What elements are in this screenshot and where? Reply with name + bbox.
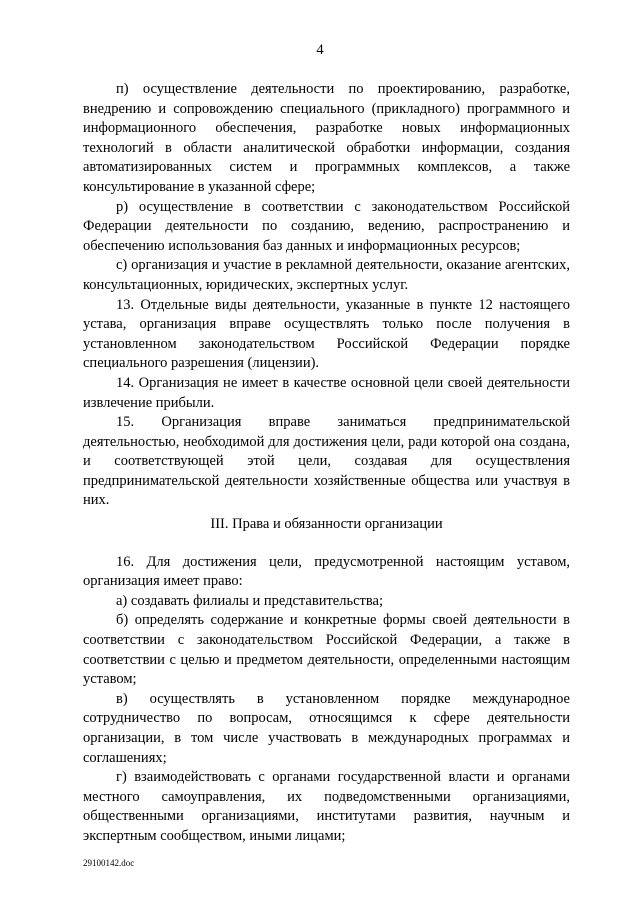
- paragraph-item-p: п) осуществление деятельности по проектированию, разработке, внедрению и сопровождению специального (прикладного) программного и информационного обеспечения, разработке новых информационных технологий в области аналитической обработки информации, создания автоматизированных систем и программных комплексов, а также консультирование в указанной сфере;: [83, 81, 570, 195]
- section-heading: III. Права и обязанности организации: [210, 516, 443, 533]
- paragraph-clause-16: 16. Для достижения цели, предусмотренной настоящим уставом, организация имеет право:: [83, 553, 570, 590]
- footer-filename: 29100142.doc: [83, 858, 135, 868]
- paragraph-item-r: р) осуществление в соответствии с законодательством Российской Федерации деятельности по созданию, ведению, распространению и обеспечению использования баз данных и информационных ресурсов;: [83, 198, 570, 254]
- document-body: [83, 80, 570, 847]
- paragraph-item-s: с) организация и участие в рекламной деятельности, оказание агентских, консультационных, юридических, экспертных услуг.: [83, 257, 570, 293]
- paragraph-clause-14: 14. Организация не имеет в качестве основной цели своей деятельности извлечение прибыли.: [83, 374, 570, 411]
- paragraph-clause-15: 15. Организация вправе заниматься предпринимательской деятельностью, необходимой для достижения цели, ради которой она создана, и соответствующей этой цели, создавая для осуществления предпринимательской деятельности хозяйственные общества или участвуя в них.: [83, 414, 570, 509]
- paragraph-item-a: а) создавать филиалы и представительства;: [116, 592, 383, 609]
- paragraph-item-g: г) взаимодействовать с органами государственной власти и органами местного самоуправления, их подведомственными организациями, общественными организациями, институтами развития, научным и экспертным сообществом, иными лицами;: [83, 769, 570, 844]
- paragraph-item-b: б) определять содержание и конкретные формы своей деятельности в соответствии с законодательством Российской Федерации, а также в соответствии с целью и предметом деятельности, определенными настоящим уставом;: [83, 612, 570, 688]
- page-number: 4: [316, 42, 324, 58]
- paragraph-item-v: в) осуществлять в установленном порядке международное сотрудничество по вопросам, относящимся к сфере деятельности организации, в том числе участвовать в международных программах и соглашениях;: [83, 690, 570, 766]
- paragraph-clause-13: 13. Отдельные виды деятельности, указанные в пункте 12 настоящего устава, организация вправе осуществлять только после получения в установленном законодательством Российской Федерации порядке специального разрешения (лицензии).: [83, 296, 570, 372]
